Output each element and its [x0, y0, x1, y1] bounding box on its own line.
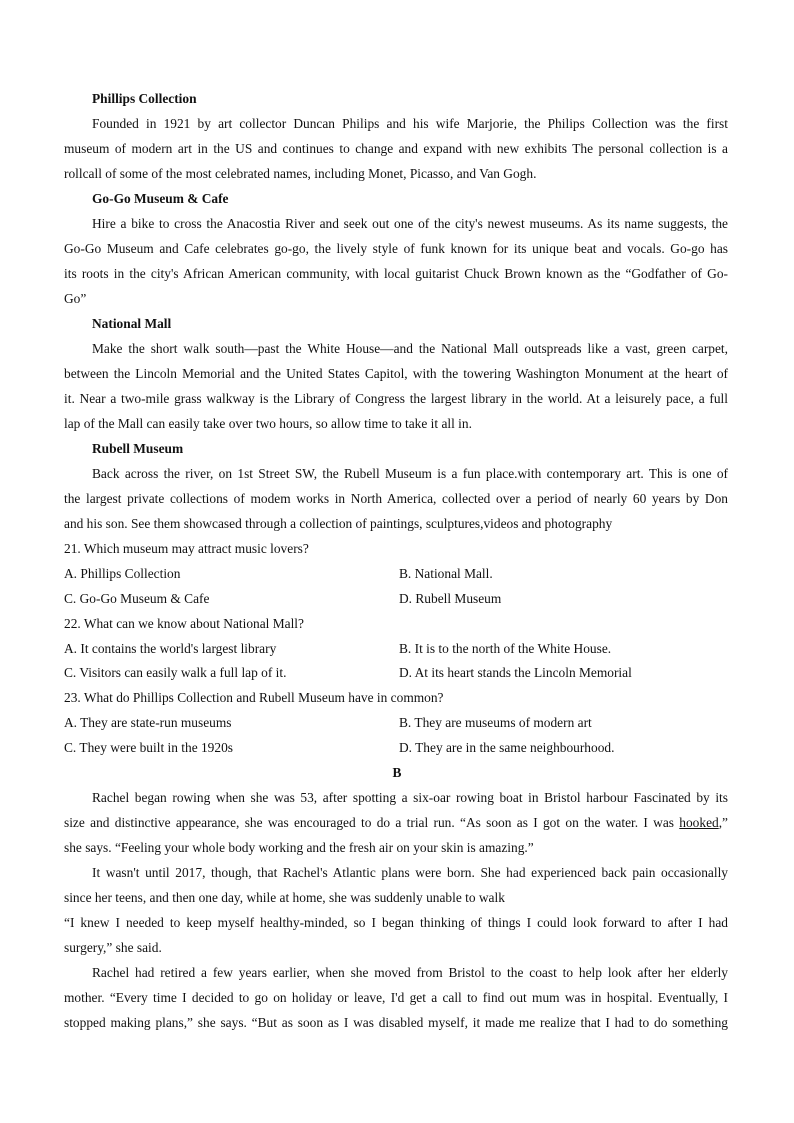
- paragraph-line: lap of the Mall can easily take over two hours, so allow time to take it all in.: [64, 416, 472, 431]
- text-segment: ,”: [718, 815, 728, 830]
- paragraph-line: surgery,” she said.: [64, 940, 162, 955]
- option-22-b[interactable]: B. It is to the north of the White House.: [399, 641, 612, 656]
- paragraph-line: Hire a bike to cross the Anacostia River and seek out one of the city's newest museums. As its name suggests, the: [92, 216, 728, 231]
- option-21-b[interactable]: B. National Mall.: [399, 566, 493, 581]
- section-label-b: B: [392, 765, 402, 780]
- paragraph-line: Rachel had retired a few years earlier, when she moved from Bristol to the coast to help look after her elderly: [92, 965, 728, 980]
- paragraph-line: Make the short walk south—past the White House—and the National Mall outspreads like a vast, green carpet,: [92, 341, 728, 356]
- option-21-c[interactable]: C. Go-Go Museum & Cafe: [64, 591, 210, 606]
- paragraph-line: Founded in 1921 by art collector Duncan Philips and his wife Marjorie, the Philips Collection was the first: [92, 116, 728, 131]
- section-heading-rubell: Rubell Museum: [92, 441, 184, 456]
- paragraph-line: Back across the river, on 1st Street SW, the Rubell Museum is a fun place.with contemporary art. This is one of: [92, 466, 728, 481]
- option-23-d[interactable]: D. They are in the same neighbourhood.: [399, 740, 615, 755]
- paragraph-line: museum of modern art in the US and continues to change and expand with new exhibits The personal collection is a: [64, 141, 728, 156]
- paragraph-line: It wasn't until 2017, though, that Rachel's Atlantic plans were born. She had experienced back pain occasionally: [92, 865, 728, 880]
- option-22-d[interactable]: D. At its heart stands the Lincoln Memorial: [399, 665, 632, 680]
- option-21-a[interactable]: A. Phillips Collection: [64, 566, 181, 581]
- paragraph-line: since her teens, and then one day, while at home, she was suddenly unable to walk: [64, 890, 505, 905]
- paragraph-line: Go”: [64, 291, 87, 306]
- paragraph-line: rollcall of some of the most celebrated names, including Monet, Picasso, and Van Gogh.: [64, 166, 537, 181]
- option-21-d[interactable]: D. Rubell Museum: [399, 591, 502, 606]
- paragraph-line: she says. “Feeling your whole body working and the fresh air on your skin is amazing.”: [64, 840, 534, 855]
- text-segment: size and distinctive appearance, she was encouraged to do a trial run. “As soon as I got on the water. I was: [64, 815, 680, 830]
- paragraph-line: the largest private collections of modem works in North America, collected over a period of nearly 60 years by Don: [64, 491, 728, 506]
- paragraph-line: and his son. See them showcased through a collection of paintings, sculptures,videos and photography: [64, 516, 613, 531]
- option-23-c[interactable]: C. They were built in the 1920s: [64, 740, 233, 755]
- option-22-c[interactable]: C. Visitors can easily walk a full lap of it.: [64, 665, 287, 680]
- option-23-b[interactable]: B. They are museums of modern art: [399, 715, 592, 730]
- paragraph-line: its roots in the city's African American community, with local guitarist Chuck Brown known as the “Godfather of Go-: [64, 266, 728, 281]
- question-stem-22: 22. What can we know about National Mall?: [64, 616, 304, 631]
- question-stem-23: 23. What do Phillips Collection and Rubell Museum have in common?: [64, 690, 444, 705]
- underlined-word: hooked: [679, 815, 719, 830]
- section-heading-gogo: Go-Go Museum & Cafe: [92, 191, 229, 206]
- paragraph-line: mother. “Every time I decided to go on holiday or leave, I'd get a call to find out mum was in hospital. Eventually, I: [64, 990, 728, 1005]
- section-heading-national-mall: National Mall: [92, 316, 172, 331]
- paragraph-line: it. Near a two-mile grass walkway is the Library of Congress the largest library in the world. At a leisurely pace, a full: [64, 391, 728, 406]
- paragraph-line: between the Lincoln Memorial and the United States Capitol, with the towering Washington Monument at the heart of: [64, 366, 728, 381]
- paragraph-line: “I knew I needed to keep myself healthy-minded, so I began thinking of things I could look forward to after I had: [64, 915, 728, 930]
- paragraph-line: [64, 810, 728, 835]
- paragraph-line: Rachel began rowing when she was 53, after spotting a six-oar rowing boat in Bristol harbour Fascinated by its: [92, 790, 728, 805]
- question-stem-21: 21. Which museum may attract music lovers?: [64, 541, 309, 556]
- paragraph-line: stopped making plans,” she says. “But as soon as I was disabled myself, it made me realize that I had to do something: [64, 1015, 728, 1030]
- section-heading-phillips: Phillips Collection: [92, 91, 197, 106]
- option-22-a[interactable]: A. It contains the world's largest library: [64, 641, 277, 656]
- paragraph-line: Go-Go Museum and Cafe celebrates go-go, the lively style of funk known for its unique beat and vocals. Go-go has: [64, 241, 728, 256]
- option-23-a[interactable]: A. They are state-run museums: [64, 715, 232, 730]
